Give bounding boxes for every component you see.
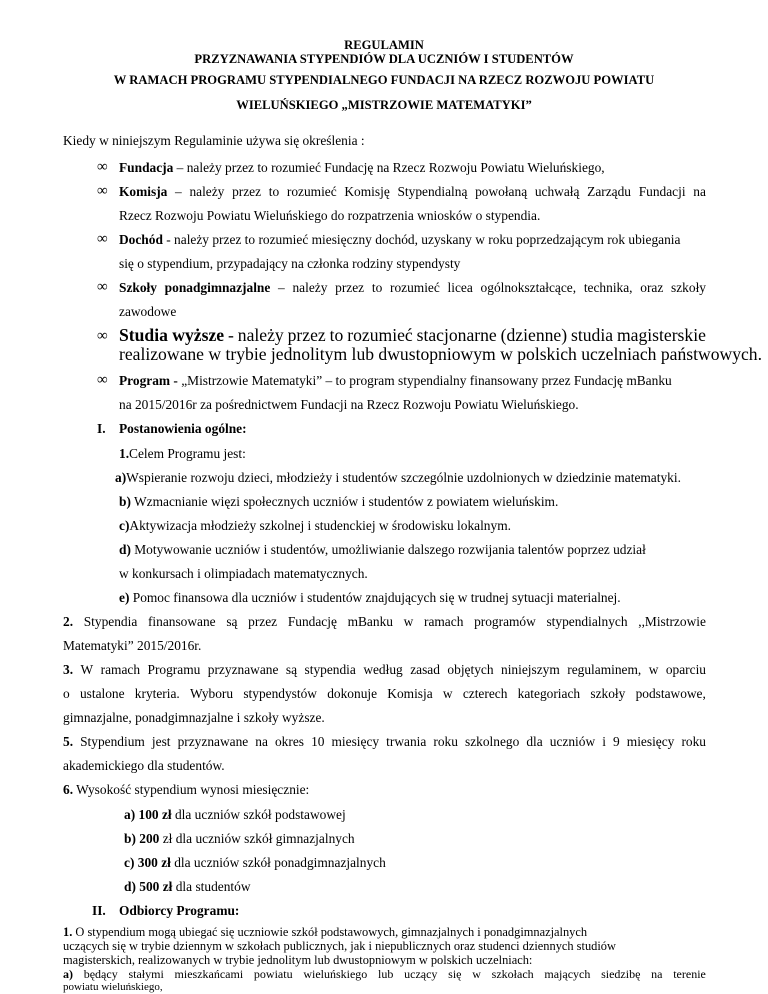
word: zasad	[410, 662, 440, 677]
word: (dzienne)	[500, 325, 568, 345]
word: Komisję	[344, 184, 390, 199]
word: niniejszym	[501, 662, 560, 677]
word: Komisja	[387, 686, 433, 701]
word: na	[651, 967, 663, 981]
paragraph-3-line-2	[63, 685, 706, 702]
word: się	[448, 967, 462, 981]
word: przyznawane	[177, 734, 249, 749]
word: czterech	[462, 686, 508, 701]
definition-szkoly-line-1	[119, 279, 706, 296]
word: mających	[544, 967, 591, 981]
word: programów	[474, 614, 536, 629]
term-dochod: Dochód	[119, 232, 163, 247]
word: przez	[248, 614, 278, 629]
amount-text: dla studentów	[172, 879, 251, 894]
word: wieluńskiego	[303, 967, 368, 981]
amount-text: dla uczniów szkół ponadgimnazjalnych	[170, 855, 386, 870]
amount-letter: a)	[124, 807, 136, 822]
goal-text: Wspieranie rozwoju dzieci, młodzieży i studentów szczególnie uzdolnionych w dziedzinie matematyki.	[126, 470, 681, 485]
section-2-numeral: II.	[92, 903, 106, 918]
amount-value: 100 zł	[138, 807, 172, 822]
bullet-icon: ∞	[97, 183, 108, 199]
paragraph-number: 3.	[63, 662, 74, 677]
amount-value: 200	[139, 831, 160, 846]
word: przyznawane	[207, 662, 279, 677]
section-2-paragraph-1-line-3: magisterskich, realizowanych w trybie jednolitym lub dwustopniowym w polskich uczelniach:	[63, 953, 533, 967]
paragraph-number: 1.	[119, 446, 130, 461]
word: szkołach	[491, 967, 534, 981]
word: miesięcy	[626, 734, 675, 749]
definition-studia-line-1	[119, 325, 706, 346]
word: ogólnokształcące,	[480, 280, 577, 295]
goal-letter: d)	[119, 542, 131, 557]
amount-text: zł dla uczniów szkół gimnazjalnych	[159, 831, 355, 846]
term-szkoly-word: ponadgimnazjalne	[164, 280, 271, 295]
goal-c	[119, 517, 511, 534]
goal-text: Aktywizacja młodzieży szkolnej i studenckiej w środowisku lokalnym.	[129, 518, 511, 533]
paragraph-text: Celem Programu jest:	[129, 446, 246, 461]
word: na	[693, 184, 706, 199]
bullet-icon: ∞	[97, 159, 108, 175]
word: rozumieć	[286, 184, 337, 199]
word: -	[228, 325, 234, 345]
word: w	[472, 967, 481, 981]
word: szkoły	[590, 686, 626, 701]
word: Programu	[147, 662, 201, 677]
goal-d-line-2: w konkursach i olimpiadach matematycznych.	[119, 566, 368, 581]
amount-b	[124, 830, 355, 847]
word: stypendialnych	[546, 614, 628, 629]
paragraph-5-line-2: akademickiego dla studentów.	[63, 758, 225, 773]
word: roku	[433, 734, 458, 749]
word: Wyboru	[190, 686, 234, 701]
goal-e	[119, 589, 621, 606]
paragraph-5-line-1	[63, 733, 706, 750]
goal-text: Motywowanie uczniów i studentów, umożliwianie dalszego rozwijania talentów poprzez udział	[130, 542, 646, 557]
word: technika,	[583, 280, 633, 295]
definition-dochod-line-2: się o stypendium, przypadający na członka rodziny stypendysty	[119, 256, 461, 271]
word: okres	[274, 734, 304, 749]
amount-text: dla uczniów szkół podstawowej	[171, 807, 346, 822]
word: przez	[232, 184, 262, 199]
term-program: Program -	[119, 373, 178, 388]
word: powiatu	[253, 967, 293, 981]
word: w	[442, 686, 453, 701]
paragraph-text: O stypendium mogą ubiegać się uczniowie szkół podstawowych, gimnazjalnych i ponadgimnazjalnych	[72, 925, 588, 939]
word: finansowane	[147, 614, 216, 629]
word: jest	[151, 734, 171, 749]
word: należy	[292, 280, 328, 295]
word: mieszkańcami	[174, 967, 244, 981]
word: objętych	[447, 662, 494, 677]
title-line-2: PRZYZNAWANIA STYPENDIÓW DLA UCZNIÓW I STUDENTÓW	[194, 52, 574, 66]
definition-szkoly-line-2: zawodowe	[119, 304, 177, 319]
definition-komisja-line-1	[119, 183, 706, 200]
section-2-paragraph-1-line-1	[63, 925, 587, 939]
definition-program-text: „Mistrzowie Matematyki” – to program stypendialny finansowany przez Fundację mBanku	[177, 373, 672, 388]
word: to	[329, 325, 344, 345]
goal-letter: a)	[115, 470, 127, 485]
word: –	[175, 184, 182, 199]
definition-fundacja	[119, 159, 605, 176]
amount-c	[124, 854, 386, 871]
goal-text: Pomoc finansowa dla uczniów i studentów znajdujących się w trudnej sytuacji materialnej.	[129, 590, 621, 605]
word: 10	[311, 734, 325, 749]
amount-a	[124, 806, 346, 823]
goal-a	[115, 469, 681, 486]
term-studia: Studia wyższe	[119, 325, 225, 345]
title-regulamin: REGULAMIN	[344, 38, 424, 52]
amount-d	[124, 878, 251, 895]
definition-program-line-2: na 2015/2016r za pośrednictwem Fundacji na Rzecz Rozwoju Powiatu Wieluńskiego.	[119, 397, 579, 412]
definition-program-line-1	[119, 372, 672, 389]
amount-letter: d)	[124, 879, 136, 894]
word: kryteria.	[134, 686, 180, 701]
word: roku	[681, 734, 706, 749]
word: ustalone	[79, 686, 125, 701]
term-fundacja: Fundacja	[119, 160, 174, 175]
word: regulaminem,	[567, 662, 642, 677]
section-2-item-a-line-1	[63, 967, 706, 981]
word: to	[268, 184, 280, 199]
word: Stypendium	[80, 734, 145, 749]
word: ramach	[423, 614, 464, 629]
goal-text: Wzmacnianie więzi społecznych uczniów i studentów z powiatem wieluńskim.	[130, 494, 559, 509]
word: ramach	[100, 662, 141, 677]
paragraph-text: Wysokość stypendium wynosi miesięcznie:	[73, 782, 310, 797]
intro-text: Kiedy w niniejszym Regulaminie używa się określenia :	[63, 133, 365, 148]
goal-letter: b)	[119, 494, 131, 509]
paragraph-3-line-3: gimnazjalne, ponadgimnazjalne i szkoły wyższe.	[63, 710, 325, 725]
word: stypendystów	[243, 686, 317, 701]
word: oparciu	[665, 662, 706, 677]
word: są	[285, 662, 298, 677]
word: dla	[526, 734, 543, 749]
goal-d	[119, 541, 646, 558]
term-szkoly-word: Szkoły	[119, 280, 157, 295]
word: przez	[287, 325, 326, 345]
word: trwania	[386, 734, 427, 749]
word: studia	[571, 325, 614, 345]
bullet-icon: ∞	[97, 328, 108, 344]
word: stypendia	[304, 662, 356, 677]
word: rozumieć	[390, 280, 440, 295]
section-2-item-a-line-2: powiatu wieluńskiego,	[63, 981, 163, 993]
word: w	[403, 614, 414, 629]
word: uczący	[404, 967, 438, 981]
word: są	[226, 614, 238, 629]
word: W	[80, 662, 94, 677]
word: uchwałą	[534, 184, 580, 199]
word: Fundację	[287, 614, 337, 629]
definition-studia-line-2: realizowane w trybie jednolitym lub dwustopniowym w polskich uczelniach państwowych.	[119, 344, 763, 364]
amount-letter: b)	[124, 831, 136, 846]
paragraph-number: 2.	[63, 614, 74, 629]
word: dokonuje	[327, 686, 378, 701]
word: będący	[83, 967, 118, 981]
item-letter: a)	[63, 967, 73, 981]
word: szkolnego	[465, 734, 520, 749]
goal-letter: c)	[119, 518, 130, 533]
word: mBanku	[347, 614, 393, 629]
word: to	[371, 280, 383, 295]
paragraph-number: 1.	[63, 925, 73, 939]
paragraph-number: 6.	[63, 782, 74, 797]
bullet-icon: ∞	[97, 372, 108, 388]
word: kategoriach	[517, 686, 581, 701]
goal-letter: e)	[119, 590, 130, 605]
word: uczniów	[549, 734, 596, 749]
section-1-paragraph-1	[119, 445, 246, 462]
bullet-icon: ∞	[97, 231, 108, 247]
definition-dochod-line-1	[119, 231, 680, 248]
word: w	[648, 662, 659, 677]
word: siedzibę	[601, 967, 641, 981]
word: 9	[613, 734, 620, 749]
section-2-heading: Odbiorcy Programu:	[119, 903, 240, 918]
title-line-3: W RAMACH PROGRAMU STYPENDIALNEGO FUNDACJI NA RZECZ ROZWOJU POWIATU	[113, 73, 655, 87]
word: rozumieć	[347, 325, 413, 345]
word: Stypendialną	[397, 184, 468, 199]
word: na	[255, 734, 268, 749]
definition-fundacja-text: – należy przez to rozumieć Fundację na Rzecz Rozwoju Powiatu Wieluńskiego,	[173, 160, 605, 175]
word: magisterskie	[616, 325, 706, 345]
word: Zarządu	[587, 184, 632, 199]
word: podstawowe,	[635, 686, 706, 701]
word: lub	[378, 967, 394, 981]
word: –	[278, 280, 285, 295]
word: i	[602, 734, 606, 749]
word: według	[363, 662, 403, 677]
word: szkoły	[671, 280, 706, 295]
goal-b	[119, 493, 558, 510]
word: stacjonarne	[416, 325, 497, 345]
word: należy	[237, 325, 284, 345]
word: Stypendia	[83, 614, 138, 629]
word: powołaną	[475, 184, 528, 199]
section-1-heading: Postanowienia ogólne:	[119, 421, 247, 436]
word: ,,Mistrzowie	[638, 614, 706, 629]
definition-komisja-line-2: Rzecz Rozwoju Powiatu Wieluńskiego do rozpatrzenia wniosków o stypendia.	[119, 208, 541, 223]
paragraph-2-line-2: Matematyki” 2015/2016r.	[63, 638, 202, 653]
word: terenie	[673, 967, 706, 981]
paragraph-2-line-1	[63, 613, 706, 630]
word: licea	[447, 280, 473, 295]
word: należy	[189, 184, 225, 199]
amount-value: 500 zł	[139, 879, 173, 894]
word: oraz	[640, 280, 664, 295]
amount-value: 300 zł	[137, 855, 171, 870]
title-line-4: WIELUŃSKIEGO „MISTRZOWIE MATEMATYKI”	[236, 98, 532, 112]
word: stałymi	[128, 967, 164, 981]
bullet-icon: ∞	[97, 279, 108, 295]
word: o	[63, 686, 70, 701]
paragraph-3-line-1	[63, 661, 706, 678]
word: miesięcy	[331, 734, 380, 749]
paragraph-number: 5.	[63, 734, 74, 749]
definition-dochod-text: - należy przez to rozumieć miesięczny dochód, uzyskany w roku poprzedzającym rok ubiegania	[162, 232, 681, 247]
paragraph-6	[63, 781, 309, 798]
section-2-paragraph-1-line-2: uczących się w trybie dziennym w szkołach publicznych, jak i niepublicznych oraz studenci dziennych studiów	[63, 939, 616, 953]
word: Fundacji	[638, 184, 686, 199]
section-1-numeral: I.	[97, 421, 106, 436]
term-komisja: Komisja	[119, 184, 168, 199]
word: przez	[335, 280, 365, 295]
amount-letter: c)	[124, 855, 135, 870]
